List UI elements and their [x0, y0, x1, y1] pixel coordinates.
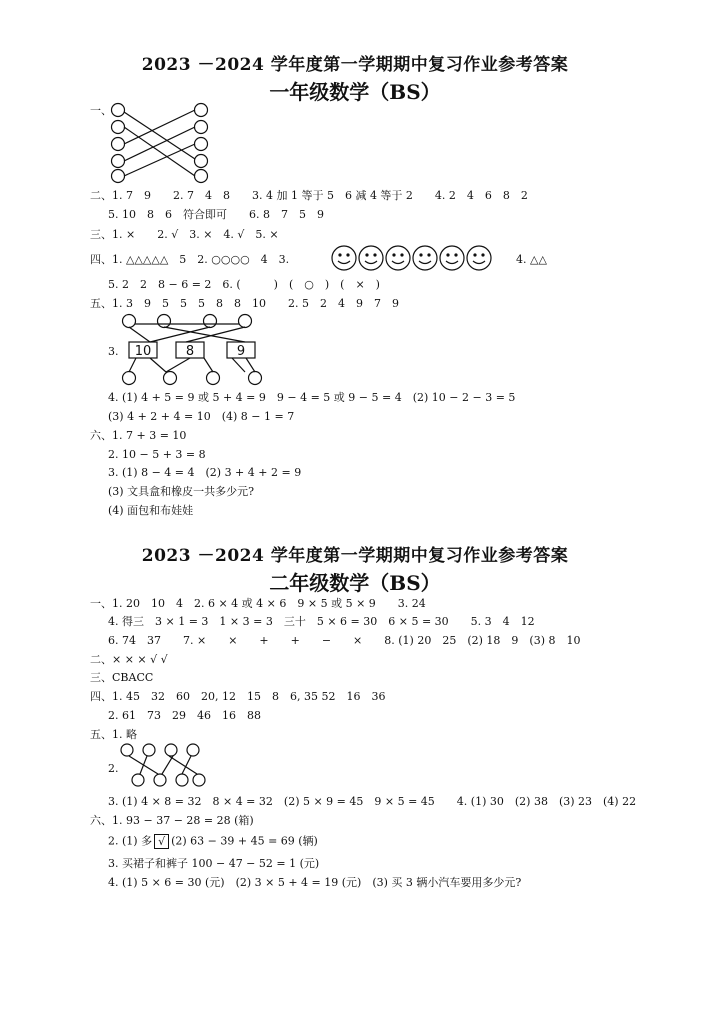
right-circle-3 — [195, 138, 208, 151]
left-circle-4 — [112, 155, 125, 168]
left-circle-5 — [112, 170, 125, 183]
top-circle-3 — [165, 744, 177, 756]
s1-q6-line3: 3. (1) 8 − 4 = 4 (2) 3 + 4 + 2 = 9 — [108, 466, 302, 479]
s2-q6-line1: 六、1. 93 − 37 − 28 = 28 (箱) — [90, 814, 254, 827]
number-box-3-value: 9 — [236, 344, 246, 359]
s2-q5-label2: 2. — [108, 762, 119, 775]
bottom-circle-4 — [193, 774, 205, 786]
s2-q6-line3: 3. 买裙子和裤子 100 − 47 − 52 = 1 (元) — [108, 857, 320, 870]
bottom-circle-1 — [132, 774, 144, 786]
s2-q4-line2: 2. 61 73 29 46 16 88 — [108, 709, 261, 722]
s2-q5-line1: 五、1. 略 — [90, 728, 137, 741]
match-line-4 — [124, 127, 195, 161]
s2-q1-line3: 6. 74 37 7. × × + + − × 8. (1) 20 25 (2) 18 9 (3) 8 10 — [108, 634, 581, 647]
right-circle-4 — [195, 155, 208, 168]
s1-q4-part2: 4. △△ — [516, 253, 547, 266]
number-box-1-value: 10 — [134, 344, 152, 359]
right-circle-5 — [195, 170, 208, 183]
s1-q4-part1: 四、1. △△△△△ 5 2. ○○○○ 4 3. — [90, 253, 290, 266]
top-circle-2 — [143, 744, 155, 756]
s1-q4-line2: 5. 2 2 8 − 6 = 2 6. ( ) ( ○ ) ( × ) — [108, 278, 380, 291]
s1-q3-line: 三、1. × 2. √ 3. × 4. √ 5. × — [90, 228, 279, 241]
left-circle-2 — [112, 121, 125, 134]
s2-q1-line1: 一、1. 20 10 4 2. 6 × 4 或 4 × 6 9 × 5 或 5 × 9 3. 24 — [90, 597, 426, 610]
smiley-face-icon — [386, 246, 410, 270]
top-circle-2 — [158, 315, 171, 328]
match-line-5 — [124, 144, 195, 176]
s1-q6-line1: 六、1. 7 + 3 = 10 — [90, 429, 187, 442]
s1-q5-line4: 4. (1) 4 + 5 = 9 或 5 + 4 = 9 9 − 4 = 5 或 9 − 5 = 4 (2) 10 − 2 − 3 = 5 — [108, 391, 516, 404]
s1-q4-smiley-row — [330, 244, 495, 274]
s2-q1-line2: 4. 得三 3 × 1 = 3 1 × 3 = 3 三十 5 × 6 = 30 6 × 5 = 30 5. 3 4 12 — [108, 615, 535, 628]
smiley-face-icon — [413, 246, 437, 270]
number-box-2-value: 8 — [185, 344, 195, 359]
s2-q6-line2a: 2. (1) 多 — [108, 834, 153, 848]
bottom-circle-2 — [154, 774, 166, 786]
left-circle-3 — [112, 138, 125, 151]
s2-q2-line: 二、× × × √ √ — [90, 653, 168, 666]
match-line-3 — [124, 110, 195, 144]
bottom-circle-3 — [176, 774, 188, 786]
s2-q6-line4: 4. (1) 5 × 6 = 30 (元) (2) 3 × 5 + 4 = 19 (元) (3) 买 3 辆小汽车要用多少元? — [108, 876, 522, 889]
smiley-face-icon — [332, 246, 356, 270]
top-circle-3 — [204, 315, 217, 328]
section2-title: 2023 －2024 学年度第一学期期中复习作业参考答案 — [141, 546, 569, 566]
check-box-icon: √ — [154, 834, 169, 849]
s1-q1-matching-diagram — [108, 100, 218, 180]
top-circle-1 — [123, 315, 136, 328]
s1-q6-line4: (3) 文具盒和橡皮一共多少元? — [108, 485, 254, 498]
s2-q6-line2b: (2) 63 − 39 + 45 = 69 (辆) — [171, 834, 318, 848]
s1-q2-line2: 5. 10 8 6 符合即可 6. 8 7 5 9 — [108, 208, 324, 221]
s1-q5-line1: 五、1. 3 9 5 5 5 8 8 10 2. 5 2 4 9 7 9 — [90, 297, 399, 310]
top-circle-4 — [187, 744, 199, 756]
bottom-circle-2 — [164, 372, 177, 385]
bottom-circle-1 — [123, 372, 136, 385]
s2-q6-line2 — [108, 834, 318, 849]
right-circle-2 — [195, 121, 208, 134]
top-circle-1 — [121, 744, 133, 756]
smiley-face-icon — [467, 246, 491, 270]
bottom-circle-3 — [207, 372, 220, 385]
s1-q6-line2: 2. 10 − 5 + 3 = 8 — [108, 448, 206, 461]
s1-q1-label: 一、 — [90, 104, 112, 117]
s2-q4-line1: 四、1. 45 32 60 20, 12 15 8 6, 35 52 16 36 — [90, 690, 386, 703]
s2-q3-line: 三、CBACC — [90, 671, 154, 684]
s2-q5-matching-diagram — [120, 742, 200, 788]
section1-subtitle: 一年级数学（BS） — [269, 80, 441, 104]
s1-q5-line5: (3) 4 + 2 + 4 = 10 (4) 8 − 1 = 7 — [108, 410, 295, 423]
left-circle-1 — [112, 104, 125, 117]
s1-q2-line1: 二、1. 7 9 2. 7 4 8 3. 4 加 1 等于 5 6 减 4 等于 2 4. 2 4 6 8 2 — [90, 189, 528, 202]
s1-q5-label3: 3. — [108, 345, 119, 358]
section1-title: 2023 －2024 学年度第一学期期中复习作业参考答案 — [141, 55, 569, 75]
smiley-face-icon — [440, 246, 464, 270]
top-circle-4 — [239, 315, 252, 328]
s2-q5-line3: 3. (1) 4 × 8 = 32 8 × 4 = 32 (2) 5 × 9 = 45 9 × 5 = 45 4. (1) 30 (2) 38 (3) 23 (4) 22 — [108, 795, 637, 808]
right-circle-1 — [195, 104, 208, 117]
s1-q5-number-tree-diagram — [120, 312, 270, 390]
section2-subtitle: 二年级数学（BS） — [269, 571, 441, 595]
smiley-face-icon — [359, 246, 383, 270]
s1-q6-line5: (4) 面包和布娃娃 — [108, 504, 194, 517]
bottom-circle-4 — [249, 372, 262, 385]
